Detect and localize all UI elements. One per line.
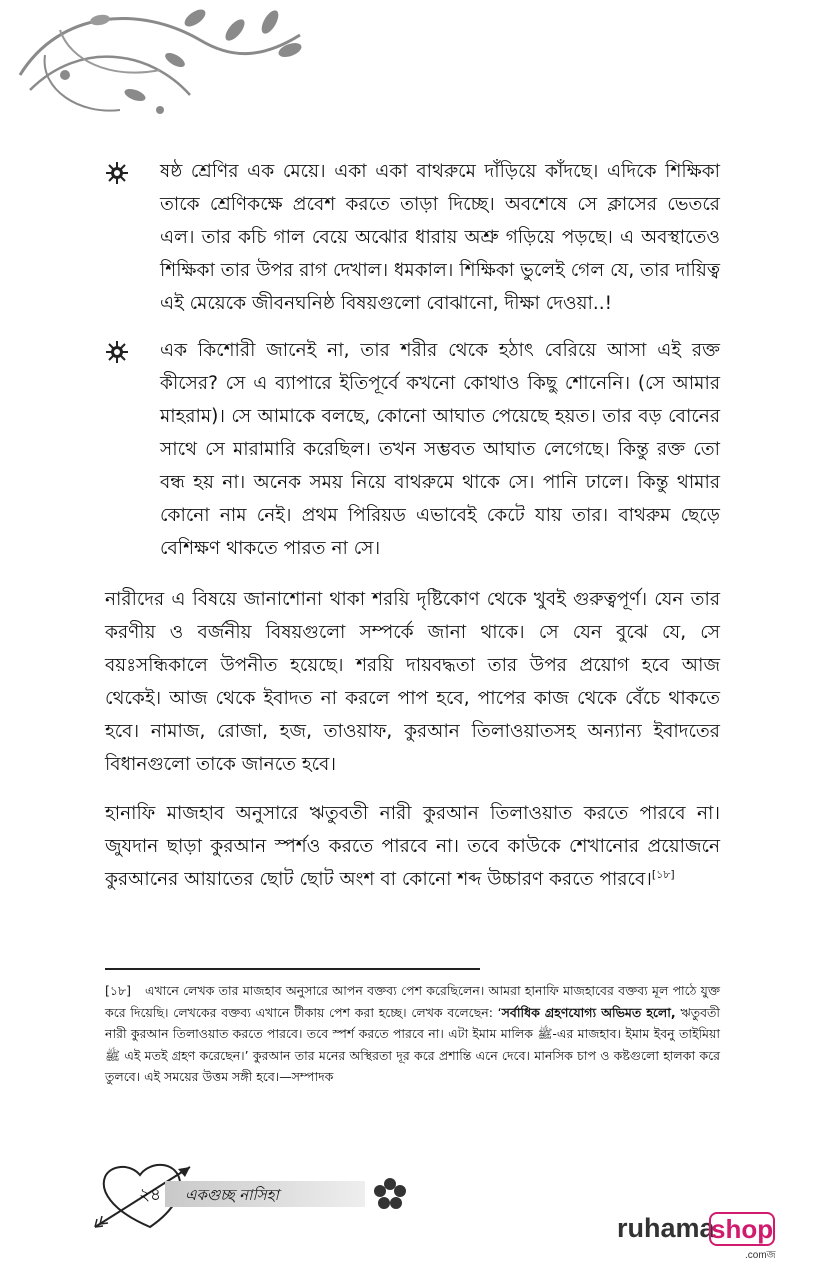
logo-badge: shop — [711, 1214, 774, 1244]
footnote-reference[interactable]: [১৮] — [651, 867, 675, 881]
sunburst-bullet-icon — [105, 334, 160, 565]
floral-corner-ornament — [0, 0, 310, 125]
flower-icon — [373, 1177, 407, 1211]
logo-domain: .comজ — [745, 1250, 776, 1261]
paragraph-text: হানাফি মাজহাব অনুসারে ঋতুবতী নারী কুরআন তিলাওয়াত করতে পারবে না। জুযদান ছাড়া কুরআন স্পর্শও করতে পারবে না। তবে কাউকে শেখানোর প্রয়োজনে কুরআনের আয়াতের ছোট ছোট অংশ বা কোনো শব্দ উচ্চারণ করতে পারবে। — [105, 803, 720, 890]
page-footer — [90, 1155, 420, 1235]
body-paragraph: নারীদের এ বিষয়ে জানাশোনা থাকা শরয়ি দৃষ্টিকোণ থেকে খুবই গুরুত্বপূর্ণ। যেন তার করণীয় ও বর্জনীয় বিষয়গুলো সম্পর্কে জানা থাকে। সে যেন বুঝে যে, সে বয়ঃসন্ধিকালে উপনীত হয়েছে। শরয়ি দায়বদ্ধতা তার উপর প্রয়োগ হবে আজ থেকেই। আজ থেকে ইবাদত না করলে পাপ হবে, পাপের কাজ থেকে বেঁচে থাকতে হবে। নামাজ, রোজা, হজ, তাওয়াফ, কুরআন তিলাওয়াতসহ অন্যান্য ইবাদতের বিধানগুলো তাকে জানতে হবে। — [105, 589, 720, 775]
logo-name: ruhama — [617, 1213, 715, 1243]
book-title: একগুচ্ছ নাসিহা — [185, 1186, 279, 1204]
sunburst-bullet-icon — [105, 155, 160, 320]
bullet-text: এক কিশোরী জানেই না, তার শরীর থেকে হঠাৎ বেরিয়ে আসা এই রক্ত কীসের? সে এ ব্যাপারে ইতিপূর্বে কখনো কোথাও কিছু শোনেনি। (সে আমার মাহরাম)। সে আমাকে বলছে, কোনো আঘাত পেয়েছে হয়ত। তার বড় বোনের সাথে সে মারামারি করেছিল। তখন সম্ভবত আঘাত লেগেছে। কিন্তু রক্ত তো বন্ধ হয় না। অনেক সময় নিয়ে বাথরুমে থাকে সে। পানি ঢালে। কিন্তু থামার কোনো নাম নেই। প্রথম পিরিয়ড এভাবেই কেটে যায় তার। বাথরুম ছেড়ে বেশিক্ষণ থাকতে পারত না সে। — [160, 340, 720, 559]
footnote-number: [১৮] — [105, 983, 131, 998]
bullet-item — [105, 334, 720, 565]
bullet-text: ষষ্ঠ শ্রেণির এক মেয়ে। একা একা বাথরুমে দাঁড়িয়ে কাঁদছে। এদিকে শিক্ষিকা তাকে শ্রেণিকক্ষে প্রবেশ করতে তাড়া দিচ্ছে। অবশেষে সে ক্লাসের ভেতরে এল। তার কচি গাল বেয়ে অঝোর ধারায় অশ্রু গড়িয়ে পড়ছে। এ অবস্থাতেও শিক্ষিকা তার উপর রাগ দেখাল। ধমকাল। শিক্ষিকা ভুলেই গেল যে, তার দায়িত্ব এই মেয়েকে জীবনঘনিষ্ঠ বিষয়গুলো বোঝানো, দীক্ষা দেওয়া..! — [160, 161, 720, 314]
page-number: ২৪ — [138, 1185, 162, 1205]
body-paragraph — [105, 797, 720, 896]
footnote-text: ঋতুবতী নারী কুরআন তিলাওয়াত করতে পারবে। তবে স্পর্শ করতে পারবে না। এটা ইমাম মালিক ﷺ-এর মাজহাব। ইমাম ইবনু তাইমিয়া ﷺ এই মতই গ্রহণ করেছেন।’ কুরআন তার মনের অস্থিরতা দূর করে প্রশান্তি এনে দেবে। মানসিক চাপ ও কষ্টগুলো হালকা করে তুলবে। এই সময়ের উত্তম সঙ্গী হবে।—সম্পাদক — [105, 1004, 720, 1084]
footnote — [105, 980, 720, 1088]
ruhamashop-logo[interactable] — [617, 1210, 792, 1260]
footnote-text: এখানে লেখক তার মাজহাব অনুসারে আপন বক্তব্য পেশ করেছিলেন। আমরা হানাফি মাজহাবের বক্তব্য মূল পাঠে যুক্ত করে দিয়েছি। লেখকের বক্তব্য এখানে টীকায় পেশ করা হচ্ছে। লেখক বলেছেন: ‘ — [105, 983, 720, 1020]
footnote-bold-text: সর্বাধিক গ্রহণযোগ্য অভিমত হলো, — [501, 1004, 676, 1020]
footnote-divider — [105, 968, 480, 970]
main-content — [105, 155, 720, 912]
bullet-item — [105, 155, 720, 320]
